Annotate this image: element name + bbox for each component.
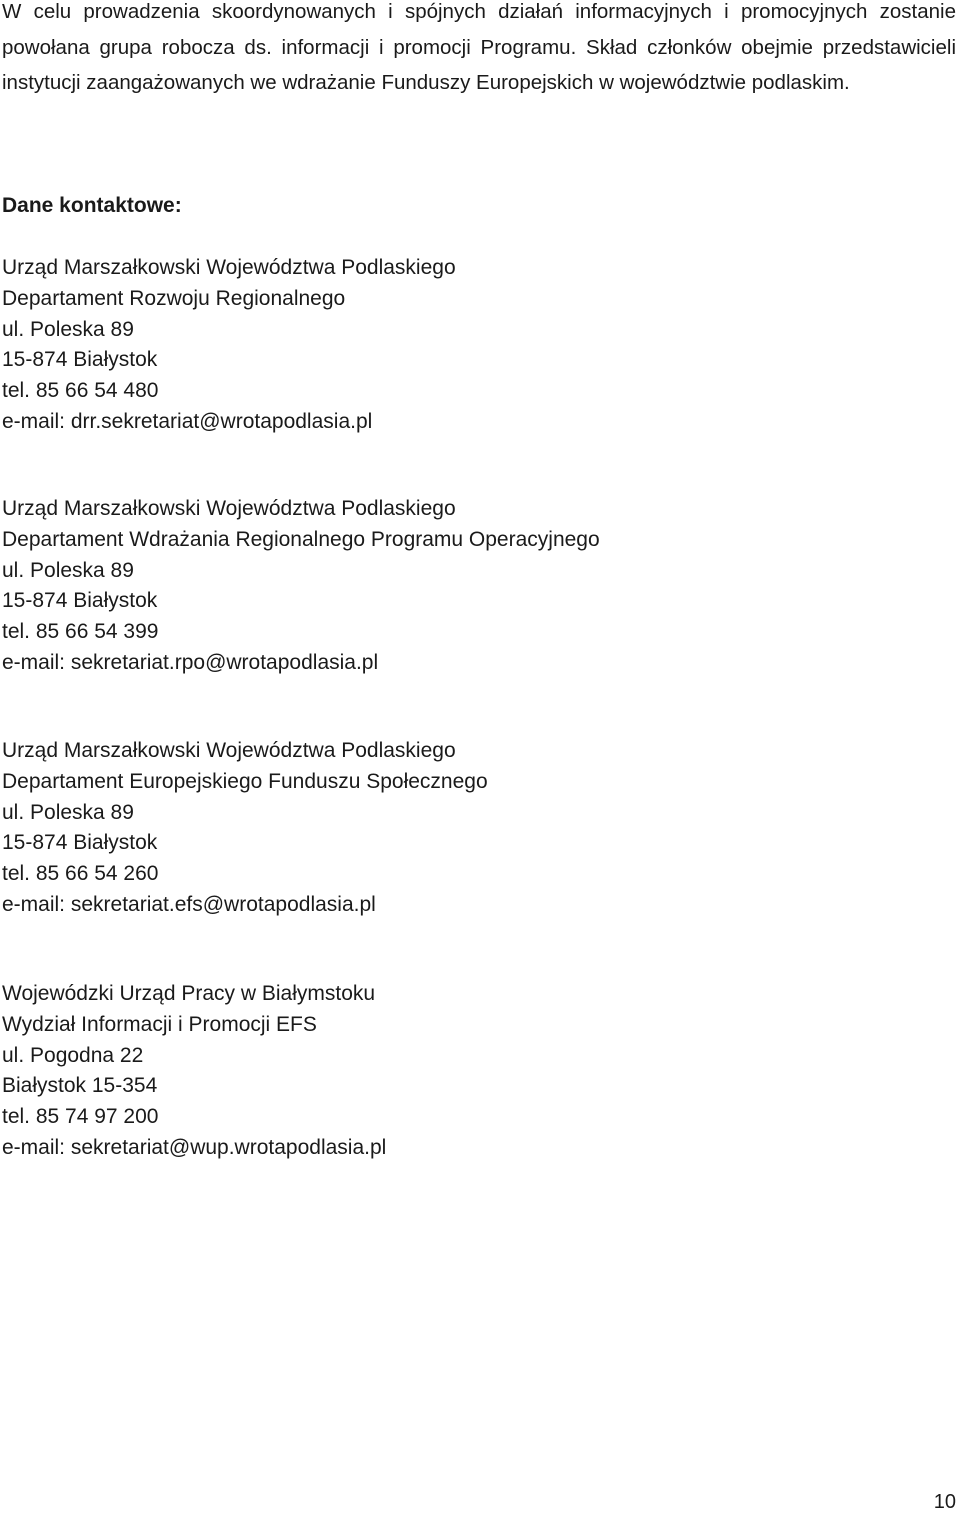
contact-department: Departament Europejskiego Funduszu Społecznego (2, 769, 488, 793)
contact-heading: Dane kontaktowe: (2, 194, 182, 217)
contact-phone: tel. 85 74 97 200 (2, 1105, 159, 1129)
contact-email: e-mail: sekretariat.efs@wrotapodlasia.pl (2, 892, 376, 916)
page-number: 10 (933, 1491, 956, 1513)
contact-phone: tel. 85 66 54 399 (2, 620, 159, 644)
contact-block-wup (2, 979, 386, 1164)
contact-street: ul. Pogodna 22 (2, 1043, 144, 1067)
contact-institution: Urząd Marszałkowski Województwa Podlaskiego (2, 256, 456, 279)
contact-phone: tel. 85 66 54 260 (2, 862, 159, 886)
contact-block-drr (2, 253, 456, 438)
contact-city: 15-874 Białystok (2, 831, 158, 855)
contact-department: Departament Wdrażania Regionalnego Programu Operacyjnego (2, 527, 600, 551)
contact-street: ul. Poleska 89 (2, 558, 134, 582)
contact-city: 15-874 Białystok (2, 589, 158, 613)
contact-department: Wydział Informacji i Promocji EFS (2, 1012, 317, 1036)
contact-block-rpo (2, 494, 600, 679)
intro-paragraph: W celu prowadzenia skoordynowanych i spójnych działań informacyjnych i promocyjnych zostanie powołana grupa robocza ds. informacji i promocji Programu. Skład członków obejmie przedstawicieli instytucji zaangażowanych we wdrażanie Funduszy Europejskich w województwie podlaskim. (2, 0, 956, 94)
contact-institution: Urząd Marszałkowski Województwa Podlaskiego (2, 739, 456, 762)
contact-institution: Urząd Marszałkowski Województwa Podlaskiego (2, 497, 456, 520)
contact-department: Departament Rozwoju Regionalnego (2, 286, 346, 310)
contact-institution: Wojewódzki Urząd Pracy w Białymstoku (2, 982, 376, 1005)
contact-email: e-mail: sekretariat@wup.wrotapodlasia.pl (2, 1135, 387, 1159)
contact-email: e-mail: drr.sekretariat@wrotapodlasia.pl (2, 409, 373, 433)
contact-email: e-mail: sekretariat.rpo@wrotapodlasia.pl (2, 650, 379, 674)
contact-city: 15-874 Białystok (2, 348, 158, 372)
contact-street: ul. Poleska 89 (2, 317, 134, 341)
contact-city: Białystok 15-354 (2, 1074, 158, 1098)
contact-phone: tel. 85 66 54 480 (2, 379, 159, 403)
contact-block-efs (2, 736, 488, 921)
contact-street: ul. Poleska 89 (2, 800, 134, 824)
